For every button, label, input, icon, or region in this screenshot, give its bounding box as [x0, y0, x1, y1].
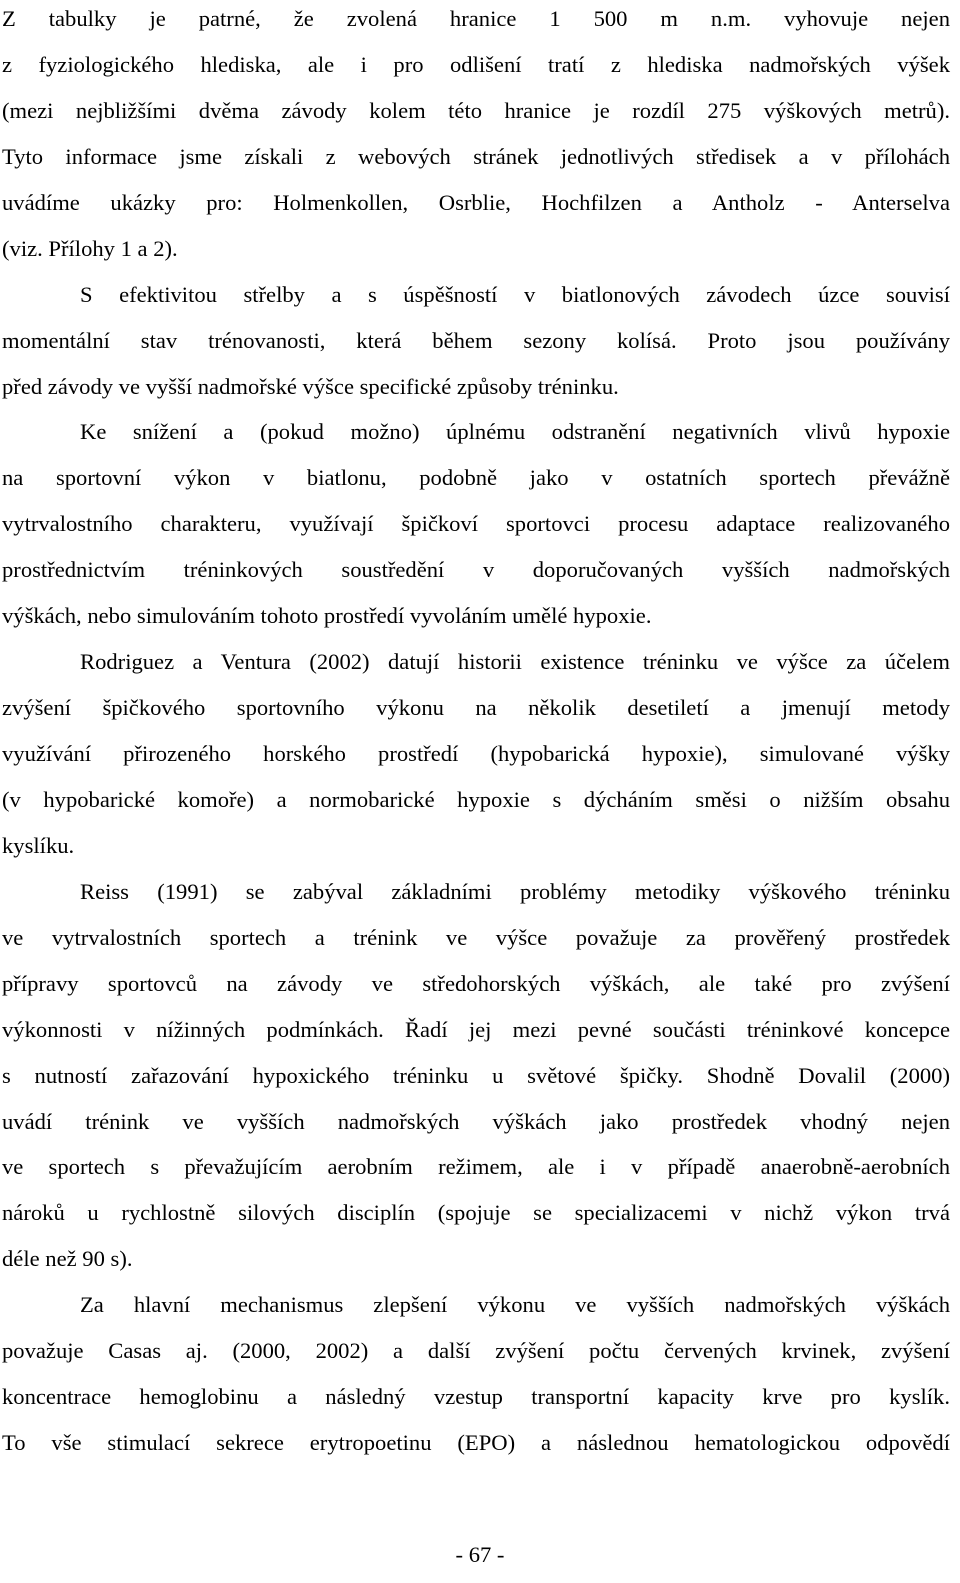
- text-line: zvýšení špičkového sportovního výkonu na několik desetiletí a jmenují metody: [2, 695, 950, 721]
- text-line: (mezi nejbližšími dvěma závody kolem této hranice je rozdíl 275 výškových metrů).: [2, 97, 950, 123]
- text-line: přípravy sportovců na závody ve středohorských výškách, ale také pro zvýšení: [2, 970, 950, 996]
- text-line: koncentrace hemoglobinu a následný vzestup transportní kapacity krve pro kyslík.: [2, 1384, 950, 1410]
- text-line: s nutností zařazování hypoxického tréninku u světové špičky. Shodně Dovalil (2000): [2, 1062, 950, 1088]
- text-line: na sportovní výkon v biatlonu, podobně jako v ostatních sportech převážně: [2, 465, 950, 491]
- text-line: využívání přirozeného horského prostředí (hypobarická hypoxie), simulované výšky: [2, 741, 950, 766]
- text-line: Rodriguez a Ventura (2002) datují historii existence tréninku ve výšce za účelem: [80, 649, 950, 675]
- text-line: uvádíme ukázky pro: Holmenkollen, Osrblie, Hochfilzen a Antholz - Anterselva: [2, 189, 950, 215]
- text-line: Ke snížení a (pokud možno) úplnému odstranění negativních vlivů hypoxie: [80, 419, 950, 445]
- text-line: Z tabulky je patrné, že zvolená hranice 1 500 m n.m. vyhovuje nejen: [2, 6, 950, 31]
- text-line: (viz. Přílohy 1 a 2).: [2, 235, 178, 261]
- text-line: uvádí trénink ve vyšších nadmořských výškách jako prostředek vhodný nejen: [2, 1108, 950, 1134]
- text-line: výškách, nebo simulováním tohoto prostředí vyvoláním umělé hypoxie.: [2, 603, 652, 629]
- text-line: S efektivitou střelby a s úspěšností v biatlonových závodech úzce souvisí: [80, 281, 950, 307]
- text-line: Tyto informace jsme získali z webových stránek jednotlivých středisek a v přílohách: [2, 143, 950, 169]
- text-line: To vše stimulací sekrece erytropoetinu (EPO) a následnou hematologickou odpovědí: [2, 1430, 950, 1456]
- text-line: výkonnosti v nížinných podmínkách. Řadí jej mezi pevné součásti tréninkové koncepce: [2, 1016, 950, 1042]
- text-line: déle než 90 s).: [2, 1246, 133, 1272]
- text-line: vytrvalostního charakteru, využívají špičkoví sportovci procesu adaptace realizovaného: [2, 511, 950, 537]
- text-line: Za hlavní mechanismus zlepšení výkonu ve vyšších nadmořských výškách: [80, 1292, 950, 1318]
- text-line: prostřednictvím tréninkových soustředění v doporučovaných vyšších nadmořských: [2, 557, 950, 583]
- page-number: - 67 -: [455, 1542, 505, 1567]
- text-line: Reiss (1991) se zabýval základními problémy metodiky výškového tréninku: [80, 878, 950, 904]
- text-line: momentální stav trénovanosti, která během sezony kolísá. Proto jsou používány: [2, 327, 950, 353]
- text-line: nároků u rychlostně silových disciplín (spojuje se specializacemi v nichž výkon trvá: [2, 1200, 950, 1226]
- text-line: z fyziologického hlediska, ale i pro odlišení tratí z hlediska nadmořských výšek: [2, 51, 950, 77]
- text-line: (v hypobarické komoře) a normobarické hypoxie s dýcháním směsi o nižším obsahu: [2, 786, 950, 812]
- body-text: [2, 0, 950, 1466]
- text-line: ve sportech s převažujícím aerobním režimem, ale i v případě anaerobně-aerobních: [2, 1154, 950, 1180]
- text-line: ve vytrvalostních sportech a trénink ve výšce považuje za prověřený prostředek: [2, 924, 950, 950]
- text-line: kyslíku.: [2, 832, 75, 858]
- text-line: považuje Casas aj. (2000, 2002) a další zvýšení počtu červených krvinek, zvýšení: [2, 1338, 950, 1364]
- text-line: před závody ve vyšší nadmořské výšce specifické způsoby tréninku.: [2, 373, 619, 399]
